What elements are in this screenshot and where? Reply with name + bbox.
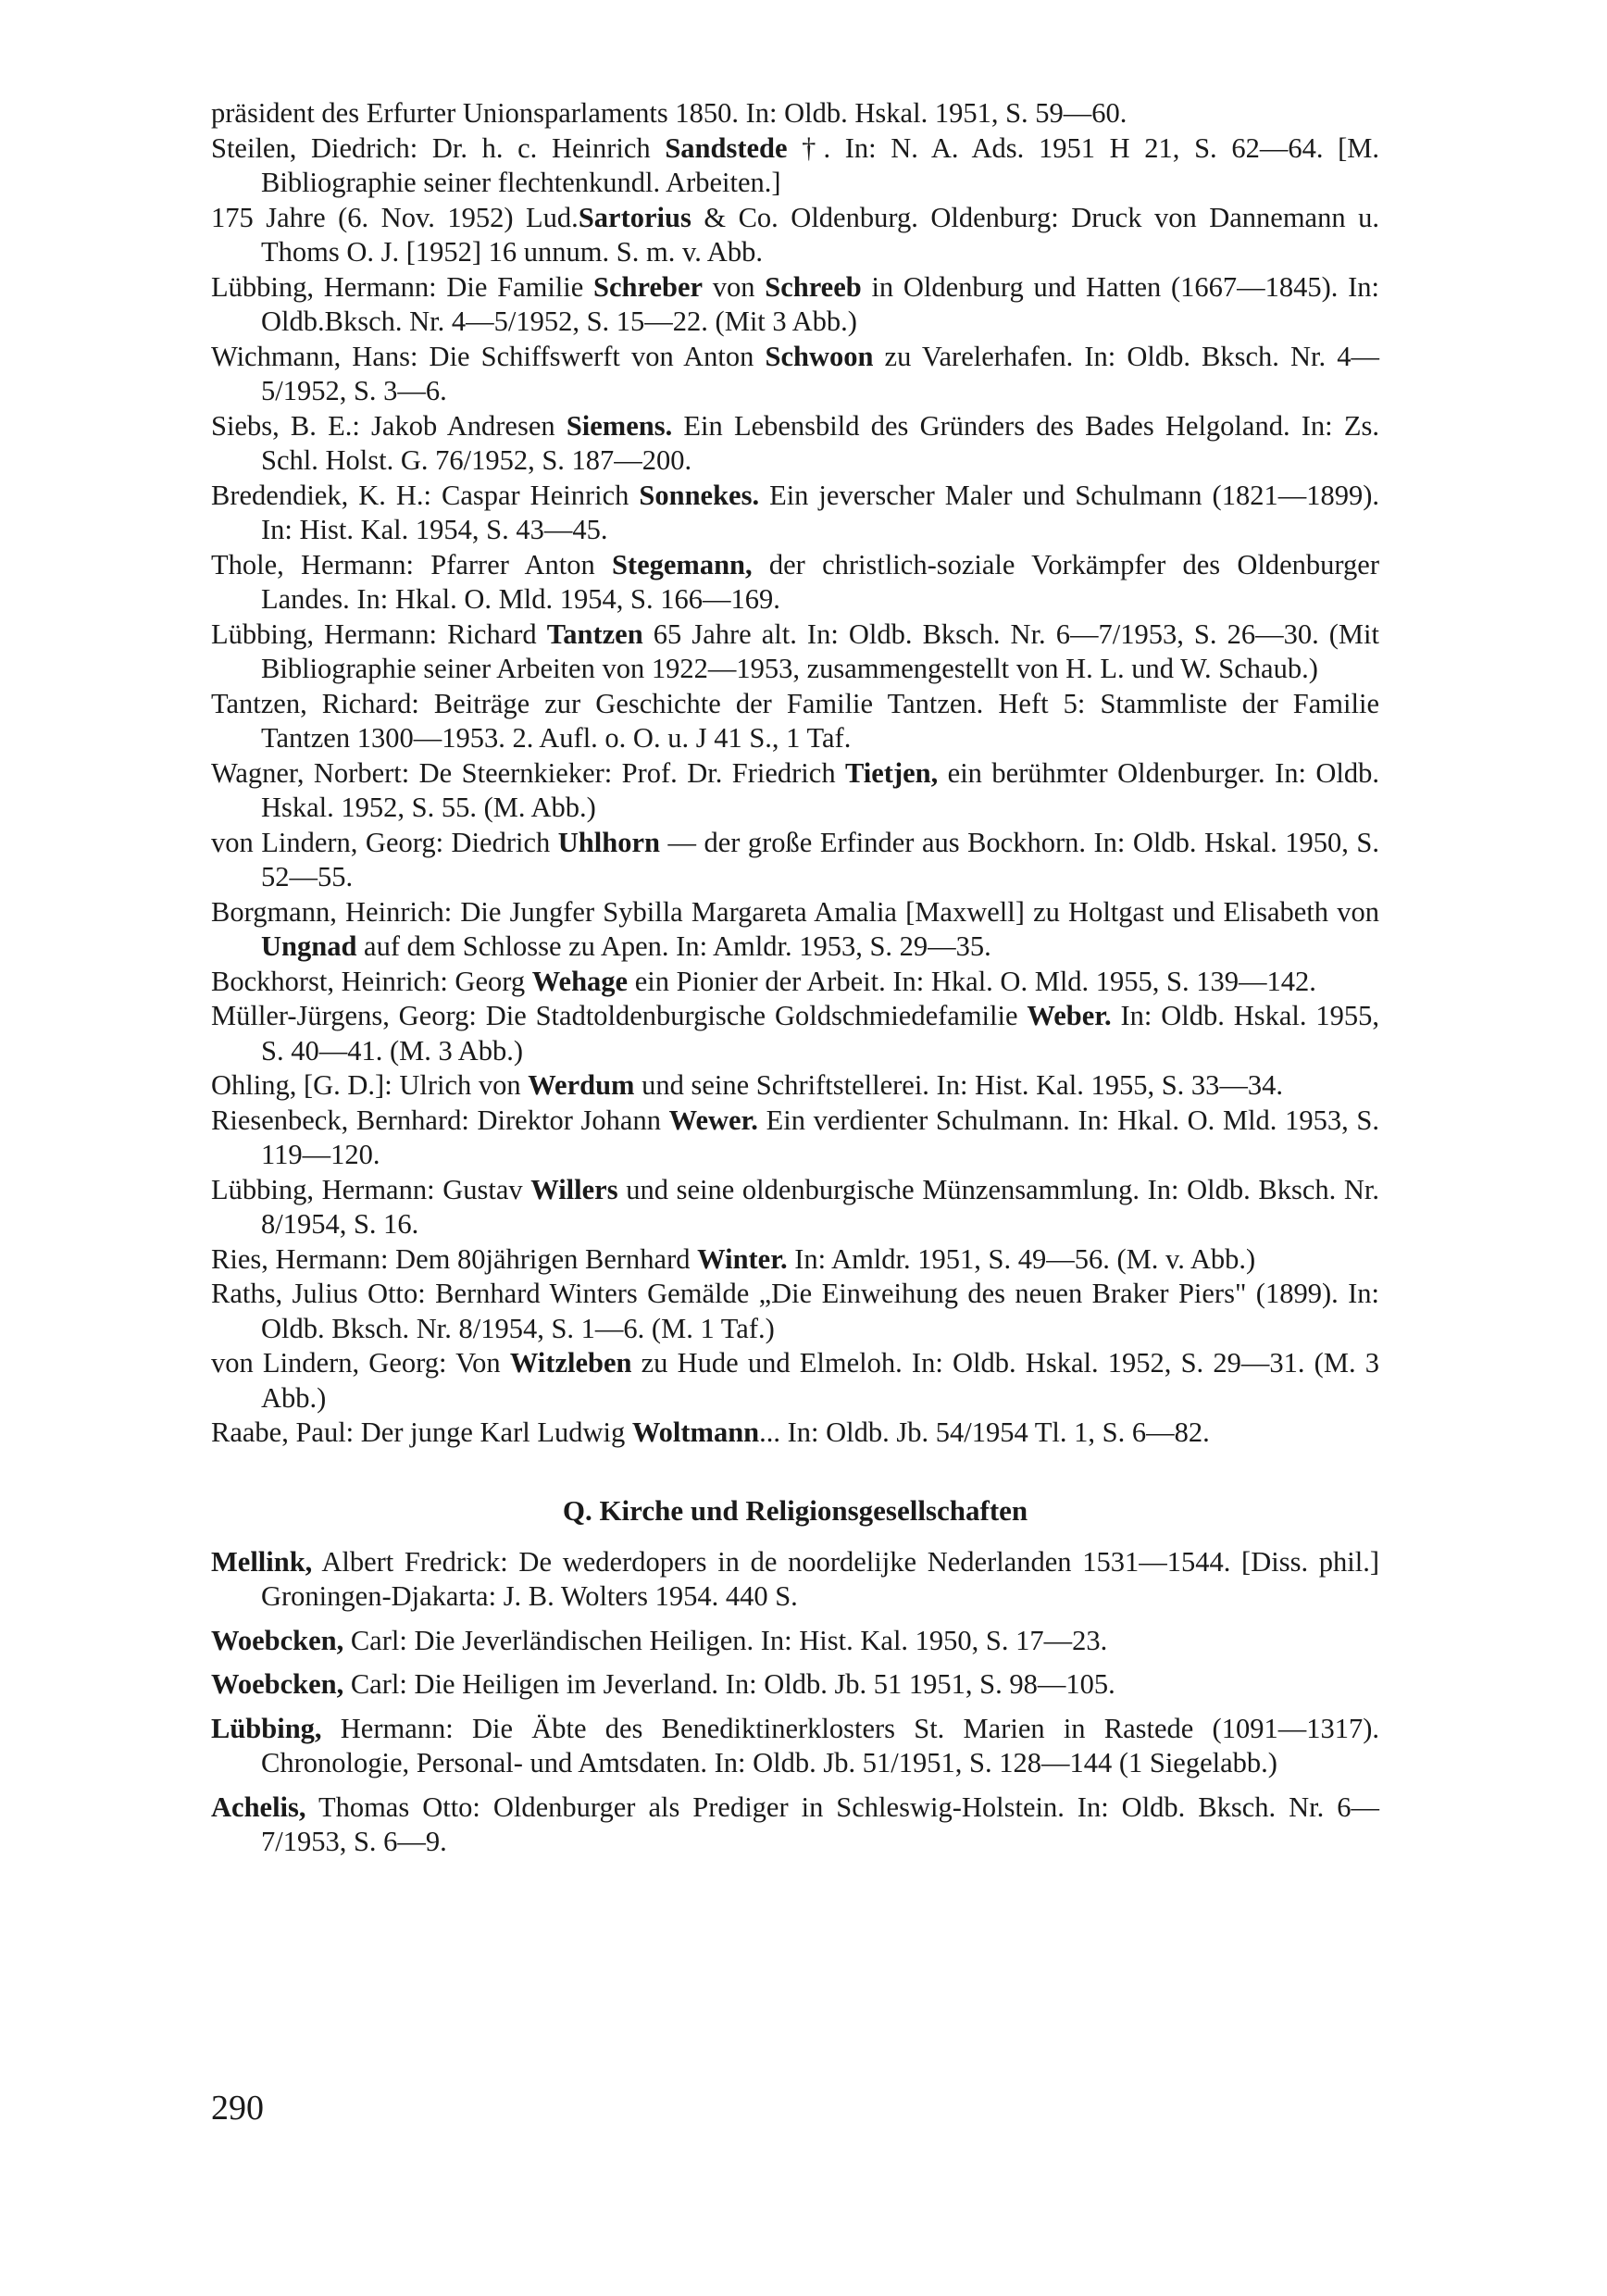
entry-text: Albert Fredrick: De wederdopers in de noordelijke Nederlanden 1531—1544. [Diss. phil.] Groningen-Djakarta: J. B. Wolters 1954. 440 S. xyxy=(261,1545,1379,1612)
entry-text: präsident des Erfurter Unionsparlaments 1850. In: Oldb. Hskal. 1951, S. 59—60. xyxy=(211,97,1127,129)
entry-subject: Ungnad xyxy=(261,930,357,962)
bibliography-entry xyxy=(211,548,1379,618)
entry-text: Ein verdienter Schulmann. In: Hkal. O. Mld. 1953, S. 119—120. xyxy=(261,1104,1379,1170)
entry-text: ein berühmter Oldenburger. In: Oldb. Hskal. 1952, S. 55. (M. Abb.) xyxy=(261,756,1379,823)
entry-text: Carl: Die Heiligen im Jeverland. In: Oldb. Jb. 51 1951, S. 98—105. xyxy=(343,1668,1115,1700)
entry-text: In: Oldb. Hskal. 1955, S. 40—41. (M. 3 Abb.) xyxy=(261,1000,1379,1067)
bibliography-entry xyxy=(211,1791,1379,1860)
entry-subject: Sonnekes. xyxy=(639,479,760,511)
bibliography-entry xyxy=(211,1545,1379,1615)
entry-text: 175 Jahre (6. Nov. 1952) Lud. xyxy=(211,201,579,233)
entry-text: Ein Lebensbild des Gründers des Bades Helgoland. In: Zs. Schl. Holst. G. 76/1952, S. 187—200. xyxy=(261,409,1379,476)
entry-subject: Siemens. xyxy=(566,409,673,442)
bibliography-entry xyxy=(211,1104,1379,1173)
entry-text: und seine Schriftstellerei. In: Hist. Kal. 1955, S. 33—34. xyxy=(634,1069,1284,1101)
bibliography-entry xyxy=(211,409,1379,479)
entry-text: der christlich-soziale Vorkämpfer des Oldenburger Landes. In: Hkal. O. Mld. 1954, S. 166—169. xyxy=(261,548,1379,615)
bibliography-entry xyxy=(211,1242,1379,1278)
entry-text: Raabe, Paul: Der junge Karl Ludwig xyxy=(211,1416,632,1448)
entry-subject: Stegemann, xyxy=(611,548,753,580)
entry-subject: Werdum xyxy=(528,1069,635,1101)
entry-text: 65 Jahre alt. In: Oldb. Bksch. Nr. 6—7/1953, S. 26—30. (Mit Bibliographie seiner Arbeiten von 1922—1953, zusammengestellt von H. L. und W. Schaub.) xyxy=(261,618,1379,684)
entry-text: Bockhorst, Heinrich: Georg xyxy=(211,965,532,997)
entry-author: Lübbing, xyxy=(211,1712,322,1744)
entry-text: zu Hude und Elmeloh. In: Oldb. Hskal. 1952, S. 29—31. (M. 3 Abb.) xyxy=(261,1347,1379,1414)
entry-text: Siebs, B. E.: Jakob Andresen xyxy=(211,409,567,442)
entry-text: von Lindern, Georg: Von xyxy=(211,1347,510,1379)
entry-text: Bredendiek, K. H.: Caspar Heinrich xyxy=(211,479,640,511)
entry-subject: Sartorius xyxy=(578,201,691,233)
bibliography-entry xyxy=(211,479,1379,548)
entry-subject: Woltmann xyxy=(631,1416,760,1448)
entry-text: Thomas Otto: Oldenburger als Prediger in Schleswig-Holstein. In: Oldb. Bksch. Nr. 6—7/1953, S. 6—9. xyxy=(261,1791,1379,1857)
bibliography-entry xyxy=(211,1712,1379,1781)
bibliography-entry xyxy=(211,96,1379,131)
bibliography-entry xyxy=(211,1667,1379,1703)
entry-text: Ein jeverscher Maler und Schulmann (1821—1899). In: Hist. Kal. 1954, S. 43—45. xyxy=(261,479,1379,545)
bibliography-entry xyxy=(211,340,1379,409)
entry-text: In: Amldr. 1951, S. 49—56. (M. v. Abb.) xyxy=(787,1242,1256,1275)
entry-subject: Wewer. xyxy=(668,1104,758,1136)
entry-author: Mellink, xyxy=(211,1545,313,1578)
entry-text: von Lindern, Georg: Diedrich xyxy=(211,826,558,858)
entry-text: in Oldenburg und Hatten (1667—1845). In: Oldb.Bksch. Nr. 4—5/1952, S. 15—22. (Mit 3 Abb.) xyxy=(261,270,1380,337)
entry-text: und seine oldenburgische Münzensammlung. In: Oldb. Bksch. Nr. 8/1954, S. 16. xyxy=(261,1173,1380,1240)
entry-text: Thole, Hermann: Pfarrer Anton xyxy=(211,548,612,580)
bibliography-entry xyxy=(211,201,1379,270)
entry-text: Lübbing, Hermann: Richard xyxy=(211,618,547,650)
page-number: 290 xyxy=(211,2089,264,2128)
entry-subject: Schreber xyxy=(593,270,704,303)
entry-author: Woebcken, xyxy=(211,1668,344,1700)
entry-text: — der große Erfinder aus Bockhorn. In: Oldb. Hskal. 1950, S. 52—55. xyxy=(261,826,1379,892)
section-title: Q. Kirche und Religionsgesellschaften xyxy=(562,1493,1028,1527)
entry-subject: Witzleben xyxy=(509,1347,632,1379)
page-body xyxy=(211,96,1379,1869)
entry-text: Steilen, Diedrich: Dr. h. c. Heinrich xyxy=(211,131,666,164)
bibliography-entry xyxy=(211,270,1379,340)
entry-text: Wagner, Norbert: De Steernkieker: Prof. Dr. Friedrich xyxy=(211,756,845,789)
bibliography-entry xyxy=(211,999,1379,1068)
entry-text: Ohling, [G. D.]: Ulrich von xyxy=(211,1069,529,1101)
entry-text: zu Varelerhafen. In: Oldb. Bksch. Nr. 4—5/1952, S. 3—6. xyxy=(261,340,1379,406)
bibliography-entry xyxy=(211,965,1379,1000)
entry-text: Ries, Hermann: Dem 80jährigen Bernhard xyxy=(211,1242,698,1275)
entry-subject: Schreeb xyxy=(765,270,862,303)
entry-subject: Wehage xyxy=(531,965,629,997)
bibliography-entry xyxy=(211,131,1379,201)
entry-text: Wichmann, Hans: Die Schiffswerft von Anton xyxy=(211,340,766,372)
entry-text: & Co. Oldenburg. Oldenburg: Druck von Dannemann u. Thoms O. J. [1952] 16 unnum. S. m. v. Abb. xyxy=(261,201,1379,268)
bibliography-entry xyxy=(211,1068,1379,1104)
entry-text: Carl: Die Jeverländischen Heiligen. In: Hist. Kal. 1950, S. 17—23. xyxy=(343,1624,1108,1656)
entry-subject: Weber. xyxy=(1027,1000,1112,1031)
bibliography-entry xyxy=(211,1416,1379,1451)
entry-list xyxy=(211,96,1379,1451)
entry-text: ... In: Oldb. Jb. 54/1954 Tl. 1, S. 6—82. xyxy=(759,1416,1210,1448)
entry-subject: Uhlhorn xyxy=(557,826,660,858)
entry-text: †. In: N. A. Ads. 1951 H 21, S. 62—64. [M. Bibliographie seiner flechtenkundl. Arbeiten.] xyxy=(261,131,1379,198)
entry-text: Borgmann, Heinrich: Die Jungfer Sybilla Margareta Amalia [Maxwell] zu Holtgast und Elisabeth von xyxy=(211,895,1379,928)
entry-subject: Sandstede xyxy=(665,131,788,164)
entry-text: Müller-Jürgens, Georg: Die Stadtoldenburgische Goldschmiedefamilie xyxy=(211,1000,1028,1031)
entry-text: Lübbing, Hermann: Gustav xyxy=(211,1173,531,1205)
bibliography-entry xyxy=(211,1624,1379,1659)
bibliography-entry xyxy=(211,1173,1379,1242)
entry-text: Tantzen, Richard: Beiträge zur Geschichte der Familie Tantzen. Heft 5: Stammliste der Familie Tantzen 1300—1953. 2. Aufl. o. O. u. J 41 S., 1 Taf. xyxy=(211,687,1379,754)
bibliography-entry xyxy=(211,687,1379,756)
section-entry-list xyxy=(211,1545,1379,1860)
entry-text: Raths, Julius Otto: Bernhard Winters Gemälde „Die Einweihung des neuen Braker Piers" (1899). In: Oldb. Bksch. Nr. 8/1954, S. 1—6. (M. 1 Taf.) xyxy=(211,1278,1379,1344)
entry-subject: Winter. xyxy=(697,1242,788,1275)
entry-subject: Schwoon xyxy=(765,340,874,372)
entry-subject: Willers xyxy=(530,1173,618,1205)
bibliography-entry xyxy=(211,618,1379,687)
entry-subject: Tietjen, xyxy=(845,756,939,789)
entry-text: auf dem Schlosse zu Apen. In: Amldr. 1953, S. 29—35. xyxy=(356,930,991,962)
entry-author: Woebcken, xyxy=(211,1624,344,1656)
entry-text: von xyxy=(703,270,766,303)
bibliography-entry xyxy=(211,1277,1379,1346)
bibliography-entry xyxy=(211,826,1379,895)
entry-text: Riesenbeck, Bernhard: Direktor Johann xyxy=(211,1104,669,1136)
bibliography-entry xyxy=(211,1346,1379,1416)
entry-text: Lübbing, Hermann: Die Familie xyxy=(211,270,594,303)
bibliography-entry xyxy=(211,756,1379,826)
entry-subject: Tantzen xyxy=(546,618,643,650)
entry-text: ein Pionier der Arbeit. In: Hkal. O. Mld. 1955, S. 139—142. xyxy=(628,965,1316,997)
entry-author: Achelis, xyxy=(211,1791,306,1823)
bibliography-entry xyxy=(211,895,1379,965)
entry-text: Hermann: Die Äbte des Benediktinerklosters St. Marien in Rastede (1091—1317). Chronologie, Personal- und Amtsdaten. In: Oldb. Jb. 51/1951, S. 128—144 (1 Siegelabb.) xyxy=(261,1712,1379,1778)
